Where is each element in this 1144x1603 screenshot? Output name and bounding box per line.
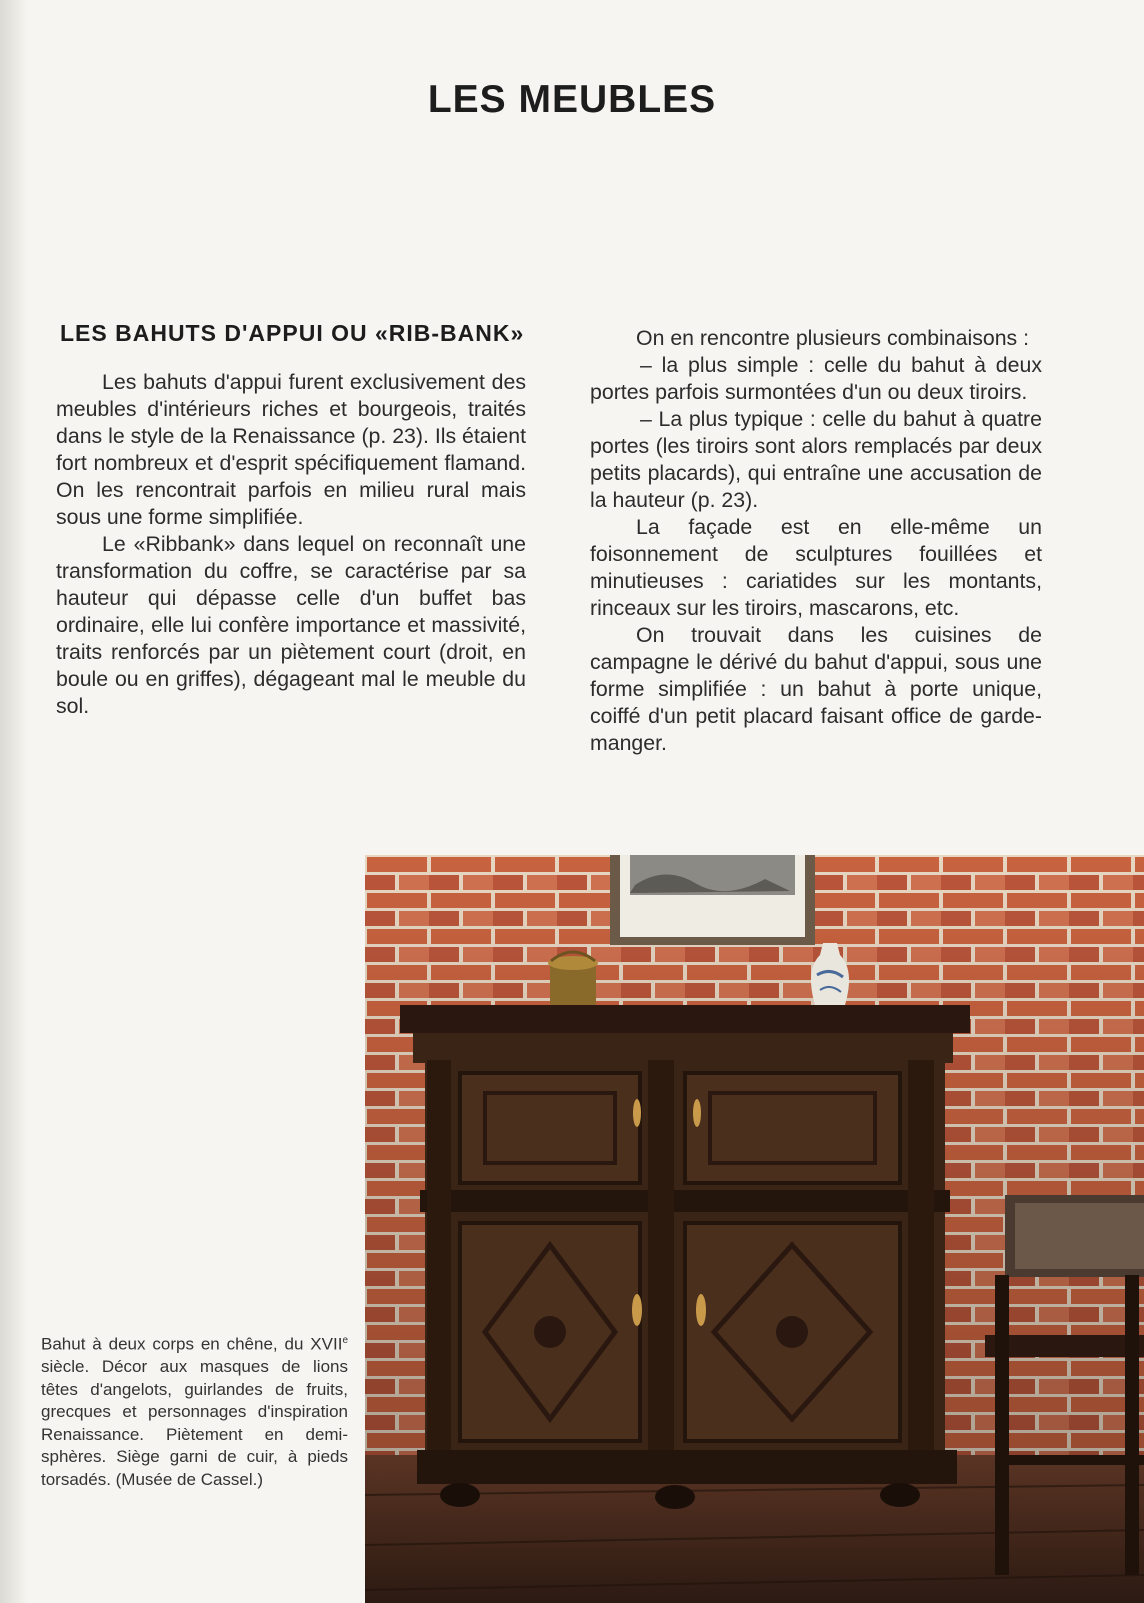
photo-caption [41, 1330, 348, 1491]
list-item: – La plus typique : celle du bahut à quatre portes (les tiroirs sont alors remplacés par deux petits placards), qui entraîne une accusation de la hauteur (p. 23). [590, 407, 1042, 512]
framed-engraving [610, 855, 815, 945]
furniture-photo [365, 855, 1144, 1603]
page-gutter-shadow [0, 0, 28, 1603]
list-item: – la plus simple : celle du bahut à deux portes parfois surmontées d'un ou deux tiroirs. [590, 353, 1042, 404]
brass-pot [548, 952, 598, 1007]
paragraph: La façade est en elle-même un foisonnement de sculptures fouillées et minutieuses : cariatides sur les montants, rinceaux sur les tiroirs, mascarons, etc. [590, 515, 1042, 620]
caption-text-continued: siècle. Décor aux masques de lions têtes d'angelots, guirlandes de fruits, grecques et personnages d'inspiration Renaissance. Piètement en demi-sphères. Siège garni de cuir, à pieds torsadés. (Musée de Cassel.) [41, 1357, 348, 1489]
paragraph: On en rencontre plusieurs combinaisons : [636, 326, 1030, 350]
section-heading: LES BAHUTS D'APPUI OU «RIB-BANK» [60, 320, 525, 346]
paragraph: Les bahuts d'appui furent exclusivement des meubles d'intérieurs riches et bourgeois, traités dans le style de la Renaissance (p. 23). Ils étaient fort nombreux et d'esprit spécifiquement flamand. On les rencontrait parfois en milieu rural mais sous une forme simplifiée. [56, 370, 526, 529]
page-title: LES MEUBLES [427, 78, 717, 121]
left-column [56, 318, 526, 720]
caption-superscript: e [342, 1335, 348, 1346]
carved-oak-cabinet [400, 1005, 970, 1509]
right-column [590, 325, 1042, 757]
paragraph: Le «Ribbank» dans lequel on reconnaît une transformation du coffre, se caractérise par sa hauteur qui dépasse celle d'un buffet bas ordinaire, elle lui confère importance et massivité, traits renforcés par un piètement court (droit, en boule ou en griffes), dégageant mal le meuble du sol. [56, 532, 526, 718]
caption-text: Bahut à deux corps en chêne, du XVII [41, 1334, 343, 1354]
paragraph: On trouvait dans les cuisines de campagne le dérivé du bahut d'appui, sous une forme simplifiée : un bahut à porte unique, coiffé d'un petit placard faisant office de garde-manger. [590, 623, 1042, 755]
